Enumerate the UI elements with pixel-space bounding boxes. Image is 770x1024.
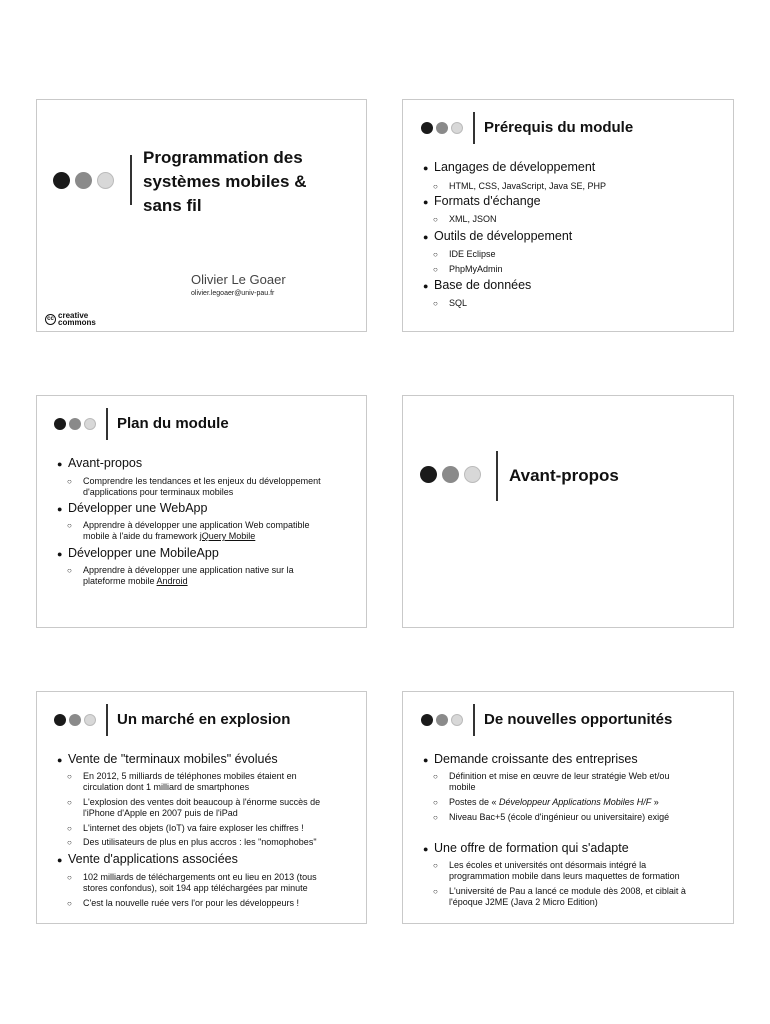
slide-dots-icon	[53, 172, 114, 189]
cc-icon: cc	[45, 314, 56, 325]
slide-dots-icon	[420, 466, 481, 483]
list-subitem: ○ XML, JSON	[449, 214, 497, 225]
section-title: Avant-propos	[509, 466, 619, 485]
list-item: ● Une offre de formation qui s'adapte	[434, 841, 629, 855]
list-item: ● Demande croissante des entreprises	[434, 752, 638, 766]
list-subitem: ○ Des utilisateurs de plus en plus accros : les "nomophobes"	[83, 837, 317, 848]
list-item: ● Développer une WebApp	[68, 501, 207, 515]
creative-commons-logo	[45, 312, 96, 326]
list-subitem: ○ Les écoles et universités ont désormais intégré la programmation mobile dans leurs maquettes de formation	[449, 860, 680, 882]
slide-prerequisites	[402, 99, 734, 332]
list-item: ● Vente d'applications associées	[68, 852, 238, 866]
slide-title: Un marché en explosion	[117, 711, 291, 728]
list-subitem: ○ IDE Eclipse	[449, 249, 496, 260]
android-link[interactable]: Android	[156, 576, 188, 586]
bullet-list	[68, 396, 363, 628]
bullet-list	[68, 692, 363, 924]
list-subitem: ○ HTML, CSS, JavaScript, Java SE, PHP	[449, 181, 606, 192]
page-title: Programmation des systèmes mobiles & sans fil	[143, 148, 307, 215]
list-subitem: ○ Définition et mise en œuvre de leur stratégie Web et/ou mobile	[449, 771, 669, 793]
list-item: ● Vente de "terminaux mobiles" évolués	[68, 752, 278, 766]
slide-title: Plan du module	[117, 415, 229, 432]
jquery-mobile-link[interactable]: jQuery Mobile	[199, 531, 256, 541]
title-divider	[130, 155, 132, 205]
list-item: ● Base de données	[434, 278, 531, 292]
list-subitem: ○ SQL	[449, 298, 467, 309]
list-subitem: ○ En 2012, 5 milliards de téléphones mobiles étaient en circulation dont 1 milliard de smartphones	[83, 771, 297, 793]
list-subitem: ○ C'est la nouvelle ruée vers l'or pour les développeurs !	[83, 898, 299, 909]
author-email: olivier.legoaer@univ-pau.fr	[191, 290, 275, 297]
list-subitem: ○ Apprendre à développer une application Web compatible mobile à l'aide du framework jQuery Mobile	[83, 520, 310, 542]
list-subitem: ○ Comprendre les tendances et les enjeux du développement d'applications pour terminaux mobiles	[83, 476, 321, 498]
list-subitem: ○ L'internet des objets (IoT) va faire exploser les chiffres !	[83, 823, 304, 834]
slide-title	[36, 99, 367, 332]
list-subitem: ○ 102 milliards de téléchargements ont eu lieu en 2013 (tous stores confondus), soit 194 app téléchargées par minute	[83, 872, 317, 894]
slide-avant-propos	[402, 395, 734, 628]
list-item: ● Formats d'échange	[434, 194, 541, 208]
list-subitem: ○ Apprendre à développer une application native sur la plateforme mobile Android	[83, 565, 294, 587]
list-item: ● Avant-propos	[68, 456, 142, 470]
slide-opportunites	[402, 691, 734, 924]
list-subitem: ○ L'explosion des ventes doit beaucoup à l'énorme succès de l'iPhone d'Apple en 2007 puis de l'iPad	[83, 797, 320, 819]
list-subitem: ○ Niveau Bac+5 (école d'ingénieur ou universitaire) exigé	[449, 812, 669, 823]
cc-logo-text-2: commons	[58, 318, 96, 327]
cc-logo-text-1: creative	[58, 311, 89, 320]
list-subitem: ○ Postes de « Développeur Applications Mobiles H/F »	[449, 797, 659, 808]
list-subitem: ○ PhpMyAdmin	[449, 264, 503, 275]
list-item: ● Langages de développement	[434, 160, 595, 174]
slide-plan	[36, 395, 367, 628]
bullet-list	[434, 692, 729, 924]
bullet-list	[434, 100, 729, 332]
list-subitem: ○ L'université de Pau a lancé ce module dès 2008, et ciblait à l'époque J2ME (Java 2 Micro Edition)	[449, 886, 686, 908]
title-divider	[496, 451, 498, 501]
author-name: Olivier Le Goaer	[191, 272, 286, 287]
list-item: ● Développer une MobileApp	[68, 546, 219, 560]
slide-marche	[36, 691, 367, 924]
list-item: ● Outils de développement	[434, 229, 572, 243]
slide-title: Prérequis du module	[484, 119, 634, 136]
slide-title: De nouvelles opportunités	[484, 711, 673, 728]
